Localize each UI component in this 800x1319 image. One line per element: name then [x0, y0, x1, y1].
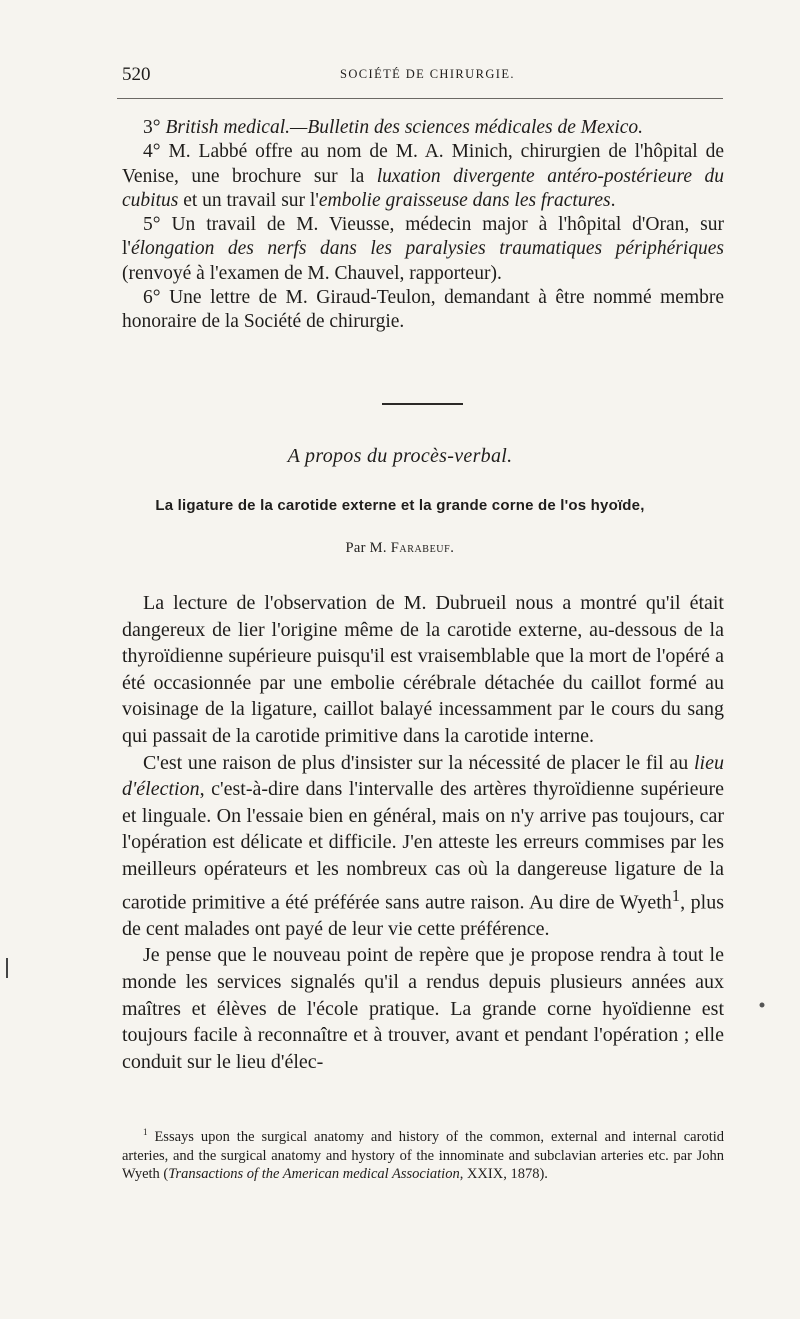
list-item [122, 116, 724, 140]
item-italic-text: luxation divergente antéro-postérieure du cubitus [122, 165, 724, 211]
author-prefix: Par M. [345, 540, 391, 556]
list-item [122, 286, 724, 335]
item-number: 6° [143, 287, 161, 309]
item-text: Une lettre de M. Giraud-Teulon, demandant à être nommé membre honoraire de la Société de chirurgie. [122, 287, 725, 333]
item-text: . [610, 189, 616, 211]
footnote-reference: 1 [671, 885, 681, 905]
paragraph-text: C'est une raison de plus d'insister sur la nécessité de placer le fil au [143, 751, 694, 774]
body-paragraph: Je pense que le nouveau point de repère que je propose rendra à tout le monde les services signalés qu'il a rendus depuis plusieurs années aux maîtres et élèves de l'école pratique. La grande corne hyoïdienne est toujours facile à reconnaître et à trouver, avant et pendant l'opération ; elle conduit sur le lieu d'élec- [122, 944, 724, 1073]
header-rule [117, 98, 723, 99]
footnote-body: , XXIX, 1878). [459, 1166, 548, 1183]
section-separator [382, 403, 463, 405]
item-text: British medical.—Bulletin des sciences médicales de Mexico. [165, 117, 644, 138]
item-number: 5° [143, 214, 161, 236]
page-number: 520 [122, 64, 151, 85]
paragraph-italic-text: lieu d'élection [122, 751, 724, 801]
author-name: Farabeuf. [390, 540, 455, 556]
footnote-italic: Transactions of the American medical Association [168, 1166, 460, 1183]
item-italic-text: embolie graisseuse dans les fractures [318, 189, 611, 211]
body-paragraph [122, 750, 724, 943]
footnote-marker: 1 [143, 1127, 148, 1137]
footnote [122, 1123, 724, 1184]
item-italic-text: élongation des nerfs dans les paralysies traumatiques périphériques [130, 238, 724, 260]
item-text: Un travail de M. Vieusse, médecin major à l'hôpital d'Oran, sur l' [122, 214, 725, 260]
paragraph-text: , plus de cent malades ont payé de leur vie cette préférence. [122, 891, 724, 940]
body-paragraph: La lecture de l'observation de M. Dubrueil nous a montré qu'il était dangereux de lier l'origine même de la carotide externe, au-dessous de la thyroïdienne supérieure puisqu'il est vraisemblable que la mort de l'opéré a été occasionnée par une embolie cérébrale détachée du caillot formé au voisinage de la ligature, caillot balayé incessamment par le cours du sang qui passait de la carotide primitive dans la carotide interne. [122, 592, 724, 747]
item-number: 4° [143, 141, 161, 163]
list-item [122, 213, 724, 286]
article-body [122, 590, 724, 1075]
footnote-body: Essays upon the surgical anatomy and history of the common, external and internal carotid arteries, and the surgical anatomy and hystory of the innominate and subclavian arteries etc. par John Wyeth ( [122, 1128, 724, 1183]
item-number: 3° [143, 117, 161, 138]
list-item [122, 140, 724, 213]
paragraph-text: , c'est-à-dire dans l'intervalle des artères thyroïdienne supérieure et linguale. On l'essaie bien en général, mais on n'y arrive pas toujours, car l'opération est délicate et difficile. J'en atteste les erreurs commises par les meilleurs opérateurs et les nombreux cas où la dangereuse ligature de la carotide primitive a été préférée sans autre raison. Au dire de Wyeth [122, 778, 724, 914]
announcement-list [122, 116, 724, 335]
item-text: et un travail sur l' [178, 189, 319, 211]
journal-title: SOCIÉTÉ DE CHIRURGIE. [340, 67, 515, 81]
item-text: M. Labbé offre au nom de M. A. Minich, chirurgien de l'hôpital de Venise, une brochure sur la [122, 141, 724, 187]
author-line [0, 540, 800, 557]
margin-dot [758, 1001, 766, 1009]
section-title: A propos du procès-verbal. [287, 445, 513, 467]
running-head [122, 64, 724, 90]
article-title: La ligature de la carotide externe et la grande corne de l'os hyoïde, [155, 497, 645, 514]
item-text: (renvoyé à l'examen de M. Chauvel, rapporteur). [122, 262, 502, 284]
footnote-text [122, 1123, 724, 1184]
margin-mark [4, 958, 10, 978]
